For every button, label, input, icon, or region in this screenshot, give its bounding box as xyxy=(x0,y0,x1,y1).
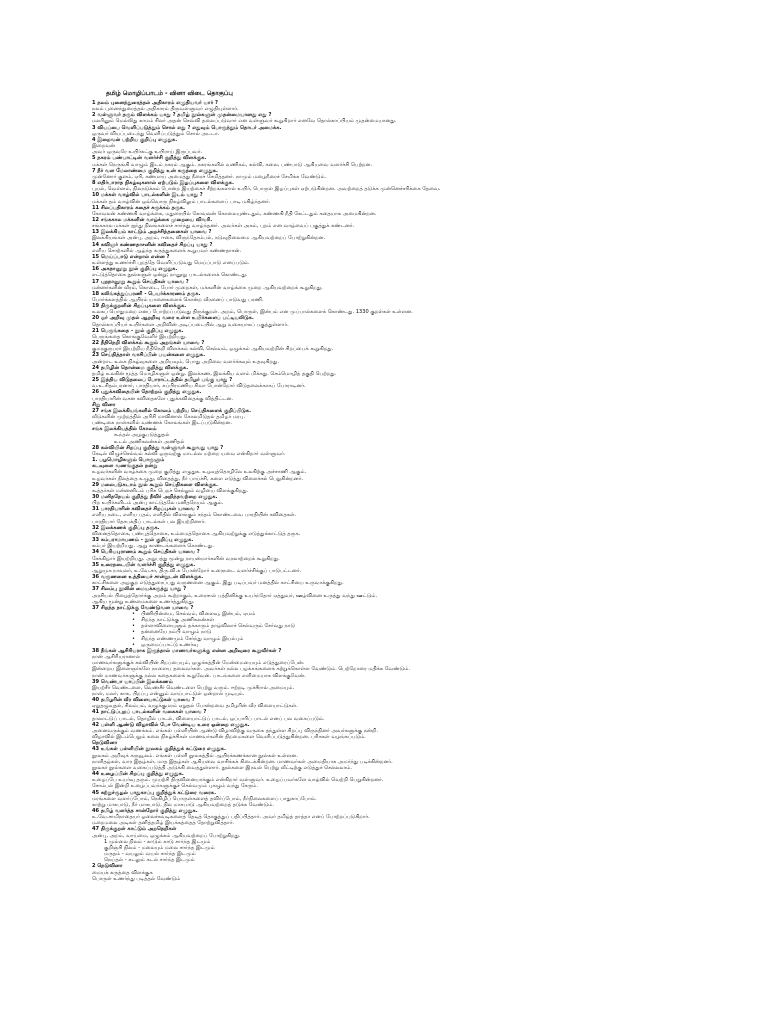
text-line: அவர் ஒருவரே உயிர்கட்கு உயிராய் இருப்பவர். xyxy=(92,149,203,156)
text-line: 30 மனிதநேயம் குறித்து நீவிர் அறிந்தவற்றை எழுதுக. xyxy=(92,494,218,500)
text-line: 4 இறைவன் பற்றிய குறிப்பு எழுதுக. xyxy=(92,136,178,143)
text-line: மன்னர்களின் வீரம், கொடை, போர் முறைகள், மக்களின் வாழ்க்கை முறை ஆகியவற்றைக் கூறுகிறது. xyxy=(92,284,323,291)
text-line: 46 தமிழ் வளர்த்த சான்றோர் குறித்து எழுதுக. xyxy=(92,807,198,814)
text-line: காற்று மாசுபாடு, நீர் மாசுபாடு, நில மாசுபாடு ஆகியவற்றைத் தடுக்க வேண்டும். xyxy=(92,801,274,808)
text-line: நெடுவினா xyxy=(92,740,118,747)
text-line: 41 நாட்டுப்புறப் பாடல்களின் வகைகள் யாவை ? xyxy=(92,709,207,716)
text-line: இலக்கியங்கள் அன்பு, அறம், ஈகை, விருந்தோம்பல், நடுவுநிலைமை ஆகியவற்றைப் போற்றுகின்றன. xyxy=(92,235,326,242)
text-line: மறைமலை அடிகள் தனித்தமிழ் இயக்கத்தைத் தோற்றுவித்தார். xyxy=(92,820,235,827)
text-line: சேக்கிழார் இயற்றியது. அறுபத்து மூன்று நாயன்மார்களின் வரலாற்றைக் கூறுகிறது. xyxy=(92,555,280,562)
text-line: 13 இலக்கியம் காட்டும் அறச்சிந்தனைகள் யாவை ? xyxy=(92,229,212,236)
text-line: 15 மெய்ப்பாடு என்றால் என்ன ? xyxy=(92,253,170,260)
text-line: குறிஞ்சி நிலம் - மலையும் மலை சார்ந்த இடமும் xyxy=(104,844,215,851)
text-line: எளிய சொற்களில் ஆழ்ந்த கருத்துகளைக் கூறுபவர் கண்ணதாசன். xyxy=(92,247,242,254)
text-line: நான் ஆசிரியரானால் xyxy=(92,654,141,661)
text-line: • தன்னையே நம்பி வாழும் நாடு xyxy=(92,629,708,635)
text-line: 20 ஓர் அறிவு முதல் ஆறறிவு வரை உள்ள உயிர்களைப் பட்டியலிடுக. xyxy=(92,315,254,322)
text-line: • சிறந்த நாட்டுக்கு அணிகலன்கள் xyxy=(92,617,708,623)
text-line: எளிய நடை, எளிய பதம், எளிதில் விளங்கும் சந்தம் கொண்டவை பாரதியின் கவிதைகள். xyxy=(92,512,297,519)
text-line: 16 அகநானூறு நூல் குறிப்பு எழுதுக. xyxy=(92,266,178,273)
text-line: மலரினும் மெல்லிது காமம் சிலர் அதன் செவ்வி தலைப்படுவார் என வள்ளுவர் கூறுகிறார் எனவே தொல்காப்பியம் முதன்மையானது. xyxy=(92,118,397,125)
text-line: தொல்காப்பியர் உயிர்களை அறிவின் அடிப்படையில் ஆறு வகையாகப் பகுத்துள்ளார். xyxy=(92,321,289,328)
text-line: கடவுளை வணங்குதல் நன்று xyxy=(92,463,158,470)
text-line: வ.உ.சிதம்பரனார், பாரதியார், சுப்பிரமணிய சிவா போன்றோர் விடுதலைக்காகப் போராடினர். xyxy=(92,383,306,390)
text-line: மருதம் - வயலும் வயல் சார்ந்த இடமும் xyxy=(104,851,196,858)
text-line: 45 சுற்றுச்சூழல் பாதுகாப்பு குறித்துக் கட்டுரை வரைக. xyxy=(92,789,217,796)
text-line: அனைவருக்கும் வணக்கம். எங்கள் பள்ளியின் ஆண்டு விழாவிற்கு வருகை தந்துள்ள சிறப்பு விருந்தினர் அவர்களுக்கு நன்றி. xyxy=(92,727,378,734)
text-line: சங்ககால மக்கள் ஐந்து நிலங்களைச் சார்ந்து வாழ்ந்தனர். அவர்கள் அகம், புறம் என வாழ்வைப் பகுத்துக் கண்டனர். xyxy=(92,223,355,230)
text-line: 31 பாரதியாரின் கவிதைச் சிறப்புகள் யாவை ? xyxy=(92,506,200,513)
text-line: 38 நீங்கள் ஆசிரியராக இருந்தால் மாணவர்களுக்கு என்ன அறிவுரை கூறுவீர்கள் ? xyxy=(92,647,282,654)
text-line: மக்கள் நெருங்கி வாழும் இடம் நகரம் ஆகும். நகரங்களில் வணிகம், கல்வி, கலை, பண்பாடு ஆகியவை வளர்ச்சி பெற்றன. xyxy=(92,161,373,168)
text-line: 1 முல்லை நிலம் - காடும் காடு சார்ந்த இடமும் xyxy=(104,838,211,845)
text-line: நலம் புனைந்துரைத்தல் அதிகாரம் திருவள்ளுவர் எழுதியுள்ளார். xyxy=(92,106,239,113)
text-line: 47 திருக்குறள் காட்டும் அறநெறிகள் xyxy=(92,826,177,833)
text-line: 37 சிறந்த நாட்டுக்கு வேண்டுவன யாவை ? xyxy=(92,604,194,611)
text-line: 26 புதுக்கவிதையின் தோற்றம் குறித்து எழுதுக. xyxy=(92,389,202,396)
text-line: ஏறுதழுவுதல், சிலம்பம், வழுக்குமரம் ஏறுதல் போன்றவை தமிழரின் வீர விளையாட்டுகள். xyxy=(92,703,298,710)
text-line: 1. பழமொழிகளும் பொருளும் xyxy=(92,457,165,464)
text-line: சங்க இலக்கியத்தில் கோலம் xyxy=(92,426,157,433)
text-line: மாணவர்களுக்குக் கல்வியின் சிறப்பையும், ஒழுக்கத்தின் மேன்மையையும் எடுத்துரைப்பேன். xyxy=(92,660,305,667)
text-line: 3 வியப்பை வெளிப்படுத்தும் சொல் எது ? எதுவும் பொருந்தும் தொடர் அமைக்க. xyxy=(92,124,282,131)
text-line: 28 கல்வியின் சிறப்பு குறித்து வள்ளுவர் கூறுவது யாது ? xyxy=(92,444,224,451)
text-line: கூந்தல் அழகுபடுத்துதல் xyxy=(114,432,170,439)
text-line: கூத்தர்கள் மன்னனிடம் பரிசு பெறச் செல்லும் வழியை விளக்குகிறது. xyxy=(92,487,249,494)
text-line: வினைத்தொகை, பண்புத்தொகை, உம்மைத்தொகை ஆகியவற்றுக்கு எடுத்துக்காட்டுத் தருக. xyxy=(92,530,301,537)
text-line: பண்டிகை நாள்களில் வண்ணக் கோலங்கள் இடப்படுகின்றன. xyxy=(92,420,232,427)
text-line: நூலகர் நூல்களை வகைப்படுத்தி அடுக்கி வைத்துள்ளார். நூல்களை இரவல் பெற்று வீட்டிற்கு எடுத்துச் செல்லலாம். xyxy=(92,764,353,771)
text-line: 43 உங்கள் பள்ளியின் நூலகம் குறித்துக் கட்டுரை எழுதுக. xyxy=(92,746,226,753)
text-line: 10 மக்கள் வாழ்வில் பாடல்களின் இடம் யாது ? xyxy=(92,192,203,199)
text-line: 21 பெருங்கதை - நூல் குறிப்பு எழுதுக. xyxy=(92,327,184,334)
text-line: • ஒருமைப்பாட்டு உணர்வு xyxy=(92,642,708,648)
text-line: பொருள் உணர்ந்து படித்தல் வேண்டும் xyxy=(92,875,181,882)
document-title: தமிழ் மொழிப்பாடம் - வினா விடை தொகுப்பு xyxy=(106,90,233,97)
text-line: இறைவன் xyxy=(92,143,116,150)
text-line: 32 இலக்கணக் குறிப்பு தருக. xyxy=(92,524,160,531)
text-line: தமிழ் உலகின் மூத்த மொழிகளுள் ஒன்று. இலக்கண, இலக்கிய வளம் மிக்கது. செம்மொழித் தகுதி பெற்றது. xyxy=(92,370,337,377)
text-line: 42 பள்ளி ஆண்டு விழாவில் பேச வேண்டிய உரை ஒன்றை எழுதுக. xyxy=(92,721,250,728)
text-line: 37 சிலம்பு நூலின் மையக்கருத்து யாது ? xyxy=(92,586,187,593)
text-line: கோவலன் கண்ணகி வாழ்க்கை, மதுரையில் கோவலன் கொலையுண்டதும், கண்ணகி நீதி கேட்டதும் கதையாக அமைகின்றன. xyxy=(92,210,377,217)
text-line: 17 புறநானூறு கூறும் செய்திகள் யாவை ? xyxy=(92,278,189,285)
text-line: உழவர்கள் நிலத்தை உழுது, விதைத்து, நீர் பாய்ச்சி, களை எடுத்து விளைச்சல் பெறுகின்றனர். xyxy=(92,475,303,482)
text-line: 34 பெரியபுராணம் கூறும் செய்திகள் யாவை ? xyxy=(92,549,200,556)
text-line: கம்பர் இயற்றியது. ஆறு காண்டங்களைக் கொண்டது. xyxy=(92,543,214,550)
text-line: முன்னோர் குளம், ஏரி, கண்மாய் அமைத்து நீரைச் சேமித்தனர். நாமும் மழைநீரைச் சேமிக்க வேண்டும். xyxy=(92,173,327,180)
text-line: மக்கள் தம் வாழ்வின் ஒவ்வொரு நிகழ்விலும் பாடல்களைப் பாடி மகிழ்ந்தனர். xyxy=(92,198,271,205)
text-line: 44 உழைப்பின் சிறப்பு குறித்து எழுதுக. xyxy=(92,771,184,778)
text-line: 25 இந்திய விடுதலைப் போராட்டத்தில் தமிழர் பங்கு யாது ? xyxy=(92,377,233,384)
text-line: ஒருவர் வியப்படைந்து வெளிப்படுத்தும் சொல் அடடா. xyxy=(92,130,220,137)
text-line: உள்ளத்து உணர்ச்சி புறத்தே வெளிப்படுவது மெய்ப்பாடு எனப்படும். xyxy=(92,260,250,267)
text-line: 8 எதிர்பாராத நிகழ்வுகளால் ஏற்படும் இழப்புகளை விளக்குக. xyxy=(92,180,234,187)
text-line: சோம்பல் இன்றி உழைப்பவர்களுக்குச் செல்வமும் புகழும் வந்து சேரும். xyxy=(92,783,258,790)
text-line: நெய்தல் - கடலும் கடல் சார்ந்த இடமும் xyxy=(104,857,195,864)
text-line: இன்றைய இளைஞர்களே நாளைய தலைவர்கள். அவர்கள் நல்ல பழக்கங்களைக் கற்றுக்கொள்ள வேண்டும். பெற்றோரை மதிக்க வேண்டும். xyxy=(92,666,411,673)
text-line: பெருங்கதை கொங்குவேளிர் இயற்றியது. xyxy=(92,333,187,340)
text-line: 33 கம்பராமாயணம் - நூல் குறிப்பு எழுதுக. xyxy=(92,537,194,544)
document-body xyxy=(92,100,708,882)
text-line: உழைப்பே உயர்வு தரும். முயற்சி திருவினையாக்கும் என்கிறார் வள்ளுவர். உழைப்பவர்களே வாழ்வில் வெற்றி பெறுகின்றனர். xyxy=(92,777,384,784)
text-line: விழாவில் இடம்பெறும் கலை நிகழ்ச்சிகள் மாணவர்களின் திறமைகளை வெளிப்படுத்துகின்றன. பரிசுகள் வழங்கப்படும். xyxy=(92,734,366,741)
text-line: நூலகம் அறிவுக் கருவூலம். எங்கள் பள்ளி நூலகத்தில் ஆயிரக்கணக்கான நூல்கள் உள்ளன. xyxy=(92,752,298,759)
text-line: 29 மலைபடுகடாம் நூல் கூறும் செய்திகளை விளக்குக. xyxy=(92,481,218,488)
text-line: 2 நெடுவினா xyxy=(92,863,123,870)
text-line: 22 நீதிநெறி விளக்கம் கூறும் அறங்கள் யாவை ? xyxy=(92,340,205,347)
text-line: பாரதியார் தேசபக்திப் பாடல்கள் பல இயற்றினார். xyxy=(92,518,206,525)
text-line: 19 திருக்குறளின் சிறப்புகளை விளக்குக. xyxy=(92,303,187,310)
text-line: அரசியல் பிழைத்தோர்க்கு அறம் கூற்றாகும், உரைசால் பத்தினிக்கு உயர்ந்தோர் ஏத்துவர், ஊழ்வினை உருத்து வந்து ஊட்டும். xyxy=(92,592,378,599)
text-line: • பிணியின்மை, செல்வம், விளைவு, இன்பம், ஏமம் xyxy=(92,611,708,617)
text-line: 40 தமிழரின் வீர விளையாட்டுகள் யாவை ? xyxy=(92,697,195,704)
text-line: அன்றாட உலக நிகழ்வுகளை அறியவும், பொது அறிவை வளர்க்கவும் உதவுகிறது. xyxy=(92,358,280,365)
text-line: புயல், வெள்ளம், நிலநடுக்கம் போன்ற இயற்கைச் சீற்றங்களால் உயிர், பொருள் இழப்புகள் ஏற்படுகின்றன. அவற்றைத் தடுக்க முன்னெச்சரிக்கை தேவை. xyxy=(92,186,441,193)
text-line: உழவர்களின் வாழ்க்கை முறை குறித்து எழுதுக. உழவுத்தொழிலே உலகிற்கு அச்சாணி ஆகும். xyxy=(92,469,307,476)
text-line: 7 நீர் வள மேலாண்மை குறித்து உன் கருத்தை எழுதுக. xyxy=(92,167,218,174)
text-line: 39 வெண்பா யாப்பின் இலக்கணம் xyxy=(92,678,173,685)
text-line: 18 கலிங்கத்துப்பரணி - பெயர்க்காரணம் தருக. xyxy=(92,290,201,297)
text-line: உ.வே.சாமிநாதையர் ஓலைச்சுவடிகளைத் தேடித் தொகுத்துப் பதிப்பித்தார். அவர் தமிழ்த் தாத்தா எனப் போற்றப்படுகிறார். xyxy=(92,814,370,821)
text-line: நாளிதழ்கள், வார இதழ்கள், மாத இதழ்கள் ஆகியவை வாசிக்கக் கிடைக்கின்றன. மாணவர்கள் அமைதியாக அமர்ந்து படிக்கின்றனர். xyxy=(92,758,393,765)
text-line: நாள், மலர், காசு, பிறப்பு என்னும் வாய்பாட்டுள் ஒன்றால் முடியும். xyxy=(92,691,245,697)
text-line: அன்பு, அறம், வாய்மை, ஒழுக்கம் ஆகியவற்றைப் போற்றுகிறது. xyxy=(92,832,241,839)
text-line: ஆகிய மூன்று உண்மைகளை உணர்த்துகிறது. xyxy=(92,598,195,605)
text-line: 2 வள்ளுவர் தரும் விளக்கம் யாது ? தமிழ் நூல்களுள் முதன்மையானது எது ? xyxy=(92,112,272,119)
text-line: சிறு வினா xyxy=(92,401,116,408)
text-line: உலகப் பொதுமறை எனப் போற்றப்படுவது திருக்குறள். அறம், பொருள், இன்பம் என முப்பால்களைக் கொண்டது. 1330 குறள்கள் உள்ளன. xyxy=(92,309,413,316)
text-line: குமரகுருபரர் இயற்றிய நீதிநெறி விளக்கம் கல்வி, செல்வம், ஒழுக்கம் ஆகியவற்றின் சிறப்பைக் கூறுகிறது. xyxy=(92,346,334,353)
text-line: 1 நலம் புனைந்துரைத்தல் அதிகாரம் எழுதியவர் யார் ? xyxy=(92,100,218,106)
text-line: 35 உரைநடையின் வளர்ச்சி குறித்து எழுதுக. xyxy=(92,561,196,568)
text-line: 24 தமிழின் தொன்மை குறித்து விளக்குக. xyxy=(92,364,189,371)
text-line: 36 வருணனை உத்தியைச் சான்றுடன் விளக்குக. xyxy=(92,574,204,581)
text-line: பாரதியாரின் வசன கவிதைகளே புதுக்கவிதைக்கு வித்திட்டன. xyxy=(92,395,234,402)
text-line: ஆறுமுக நாவலர், உ.வே.சா, திரு.வி.க போன்றோர் உரைநடை வளர்ச்சிக்குப் பாடுபட்டனர். xyxy=(92,567,302,574)
text-line: நான் மாணவர்களுக்கு நல்ல கதைகளைக் கூறுவேன். பாடங்களை எளிமையாக விளக்குவேன். xyxy=(92,672,306,679)
text-line: மையக் கருத்தை விளக்குக xyxy=(92,869,153,876)
text-line: காட்சிகளை அழகுற எடுத்துரைப்பது வருணனை ஆகும். இது படிப்பவர் மனத்தில் காட்சியை உருவாக்குகிறது. xyxy=(92,580,344,587)
text-line: எட்டுத்தொகை நூல்களுள் ஒன்று; நானூறு பாடல்களைக் கொண்டது. xyxy=(92,272,248,279)
text-line: • தள்ளாவிளையுளும் தக்காரும் தாழ்விலாச் செல்வரும் சேர்வது நாடு xyxy=(92,623,708,629)
text-line: • சிறந்த எண்ணமும் சேர்ந்து வாழும் இயல்பும் xyxy=(92,636,708,642)
text-line: மரங்களை வளர்ப்போம், நெகிழிப் பொருள்களைத் தவிர்ப்போம், நீர்நிலைகளைப் பாதுகாப்போம். xyxy=(92,795,317,802)
text-line: தாலாட்டுப் பாடல், தொழில் பாடல், விளையாட்டுப் பாடல், ஒப்பாரிப் பாடல் எனப் பல வகைப்படும். xyxy=(92,715,325,722)
text-line: 14 கவிஞர் கண்ணதாசனின் கவிதைச் சிறப்பு யாது ? xyxy=(92,241,213,248)
text-line: போர்க்களத்தில் ஆயிரம் யானைகளைக் கொன்ற வீரனைப் பாடுவது பரணி. xyxy=(92,297,264,303)
text-line: 23 செய்தித்தாள் வாசிப்பின் பயன்களை எழுதுக. xyxy=(92,352,206,359)
text-line: 11 சிலப்பதிகாரம் கதைச் சுருக்கம் தருக. xyxy=(92,204,185,211)
text-line: இயற்சீர் வெண்டளை, வெண்சீர் வெண்டளை பெற்று வரும். ஈற்றடி முச்சீரால் அமையும். xyxy=(92,684,295,691)
text-line: 27 சங்க இலக்கியங்களில் கோலம் பற்றிய செய்திகளைக் குறிப்பிடுக. xyxy=(92,407,252,414)
text-line: பிற உயிர்களிடம் அன்பு காட்டுதலே மனிதநேயம் ஆகும். xyxy=(92,500,224,507)
text-line: 12 சங்ககால மக்களின் வாழ்க்கை முறையை விவரி. xyxy=(92,216,213,223)
text-line: வீடுகளின் முற்றத்தில் அரிசி மாவினால் கோலமிடுதல் தமிழர் மரபு. xyxy=(92,413,246,420)
text-line: கேடில் விழுச்செல்வம் கல்வி ஒருவற்கு மாடல்ல மற்றை யவை என்கிறார் வள்ளுவர். xyxy=(92,450,286,457)
text-line: உடல் அணிகலன்கள் அணிதல் xyxy=(114,438,185,445)
text-line: 5 நகரம் பண்பாட்டின் வளர்ச்சி குறித்து விளக்குக. xyxy=(92,155,207,162)
